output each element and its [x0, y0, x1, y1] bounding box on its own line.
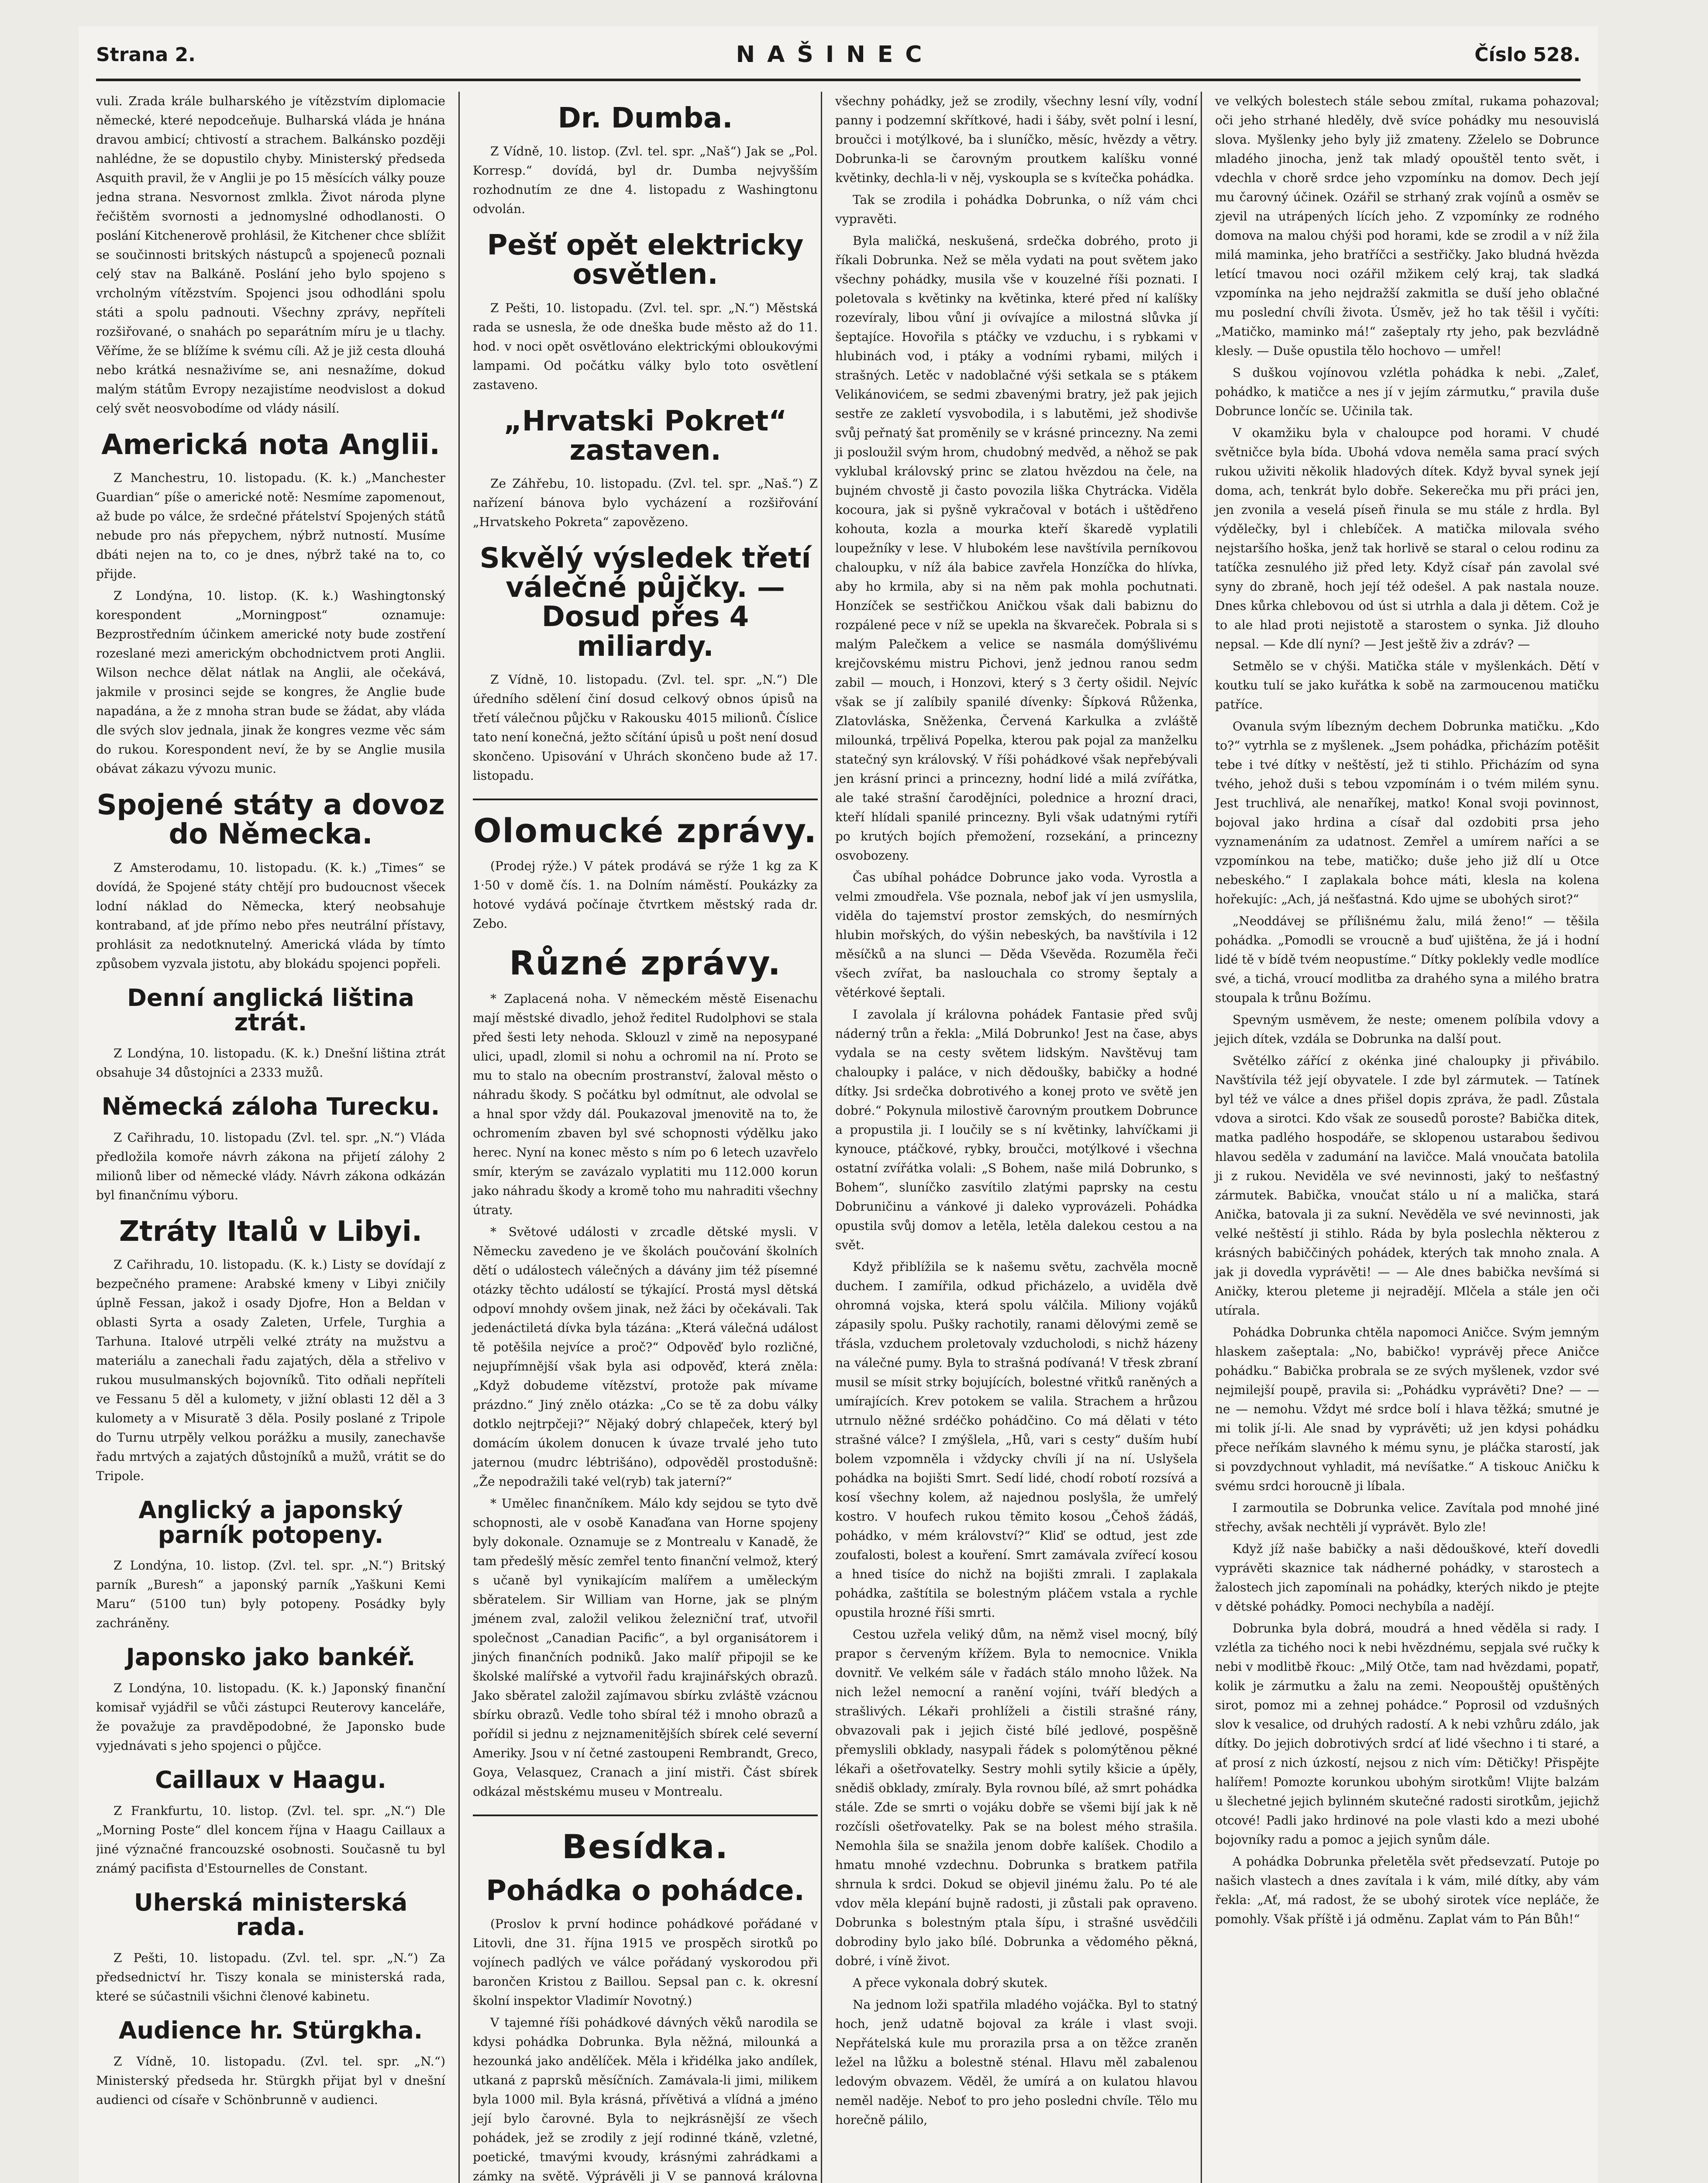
section-title: Besídka. — [562, 1827, 729, 1866]
column-1 — [96, 92, 445, 2183]
article-paragraph: Na jednom loži spatřila mladého vojáčka. Byl to statný hoch, jenž udatně bojoval za krále i vlast svoji. Nepřátelská kule mu prorazila prsa a on těžce zraněn ležel na lůžku a bolestně sténal. Hlavu měl zabalenou ledovým obvazem. Věděl, že umírá a on kulatou hlavou neměl naděje. Neboť to pro jeho posledni chvíle. Tělo mu horečně pálilo, — [835, 1997, 1198, 2127]
column-2 — [458, 92, 818, 2183]
article-paragraph: A přece vykonala dobrý skutek. — [853, 1976, 1048, 1990]
article-paragraph: V tajemné říši pohádkové dávných věků narodila se kdysi pohádka Dobrunka. Byla něžná, milounká a hezounká jako andělíček. Měla i křidélka jako andílek, utkaná z paprsků měsíčních. Zamávala-li jimi, milikem byla 1000 mil. Byla krásná, přívětivá a vlídná a jméno její bylo čarovné. Byla to nejkrásnější ze všech pohádek, jež se zrodily z její rodinné tkáně, vzletné, poetické, tmavými kvoudy, krásnými zahrádkami a zámky na světě. Výprávěli ji V se pannová královna — [473, 2015, 818, 2183]
article-paragraph: (Proslov k první hodince pohádkové pořádané v Litovli, dne 31. října 1915 ve prospěch sirotků po vojínech padlých ve válce pořádaný vyskorodou při barončen Kristou z Baillou. Sepsal pan c. k. okresní školní inspektor Vladimír Novotný.) — [473, 1917, 818, 2008]
article-paragraph: Tak se zrodila i pohádka Dobrunka, o níž vám chci vypravěti. — [835, 193, 1198, 226]
headline: Anglický a japonský parník potopeny. — [138, 1496, 403, 1549]
article-paragraph: Z Cařihradu, 10. listopadu. (K. k.) Listy se dovídají z bezpečného pramene: Arabské kmeny v Libyi zničily úplně Fessan, jakož i osady Djofre, Hon a Beldan v oblasti Syrta a osady Zaleten, Urfele, Turghia a Tarhuna. Italové utrpěli velké ztráty na mužstvu a materiálu a zanechali řadu zajatých, děla a střelivo v rukou musulmanských bojovníků. Tito odňali nepříteli ve Fessanu 5 děl a kulomety, v jižní oblasti 12 děl a 3 kulomety a v Misuratě 3 děla. Posily poslané z Tripole do Turnu utrpěly velkou porážku a musily, zanechavše řadu mrtvých a zajatých důstojníků a mužů, vrátit se do Tripole. — [96, 1257, 445, 1483]
article-paragraph: Dobrunka byla dobrá, moudrá a hned věděla si rady. I vzlétla za tichého noci k nebi hvězdnému, sepjala své ručky k nebi v modlitbě řkouc: „Milý Otče, tam nad hvězdami, popatř, kolik je zármutku a žalu na zemi. Neopouštěj opuštěných sirot, pomoz mi a zehnej pohádce.“ Poprosil od vzdušných slov k vesalice, od druhých radostí. A k nebi vzhůru zdálo, jak dítky. Do jejich dobrotivých srdcí ať lidé všechno i ti staré, a ať prosí z nich úzkostí, nejsou z nich vím: Dětičky! Přispějte halířem! Pomozte korunkou ubohým sirotkům! Vlijte balzám u šlechetné jejich bylinném skutečné radosti sirotkům, jejichž otcové! Padli jako hrdinové na pole vlasti kdo a mezi ubohé bojovníky radu a pomoc a jejich synům dále. — [1215, 1621, 1599, 1847]
article-paragraph: Z Vídně, 10. listopadu. (Zvl. tel. spr. „N.“) Dle úředního sdělení činí dosud celkový obnos úpisů na třetí válečnou půjčku v Rakousku 4015 milionů. Číslice tato není konečná, ježto sčítání úpisů u pošt není dosud skončeno. Upisování v Uhrách skončeno bude až 17. listopadu. — [473, 672, 818, 783]
article-paragraph: Z Frankfurtu, 10. listop. (Zvl. tel. spr. „N.“) Dle „Morning Poste“ dlel koncem října v Haagu Caillaux a jiné význačné francouzské osobnosti. Současně tu byl známý pacifista d'Estournelles de Constant. — [96, 1803, 445, 1876]
article-paragraph: Z Londýna, 10. listopadu. (K. k.) Dnešní liština ztrát obsahuje 34 důstojníci a 2333 mužů. — [96, 1046, 445, 1080]
article-paragraph: * Zaplacená noha. V německém městě Eisenachu mají městské divadlo, jehož ředitel Rudolphovi se stala před šesti lety nehoda. Sklouzl v zimě na neposypané ulici, upadl, zlomil si nohu a ochromil na ní. Proto se mu to stalo na obecním prostranství, žaloval město o náhradu škody. S počátku byl odmítnut, ale odvolal se a hnal spor vždy dál. Poukazoval jmenovitě na to, že ochromením zbaven byl své schopnosti výdělku jako herec. Nyní na konec město s ním po 6 letech uzavřelo smír, kterým se zavázalo vyplatiti mu 112.000 korun jako náhradu škody a kromě toho mu nahraditi všechny útraty. — [473, 992, 818, 1218]
issue-number: Číslo 528. — [1474, 43, 1581, 66]
article-paragraph: * Umělec finančníkem. Málo kdy sejdou se tyto dvě schopnosti, ale v osobě Kanaďana van Horne spojeny byly dokonale. Oznamuje se z Montrealu v Kanadě, že tam předešlý měsíc zemřel tento finanční velmož, který s učaně byl vynikajícím malířem a uměleckým sběratelem. Sir William van Horne, jak se plným jménem zval, založil velikou železniční trať, utvořil společnost „Canadian Pacific“, a byl organisátorem i jiných finančních podniků. Jako malíř připojil se ke školské malířské a vytvořil řadu krajinářských obrazů. Jako sběratel založil zajímavou sbírku zvláště vzácnou sbírku obrazů. Vedle toho sbíral též i mnoho obrazů a pořídil si jednu z nejznamenitějších sbírek celé severní Ameriky. Jsou v ní četné zastoupeni Rembrandt, Greco, Goya, Velasquez, Cranach a jiní mistři. Část sbírek odkázal městskému museu v Montrealu. — [473, 1496, 818, 1799]
article-paragraph: „Neoddávej se přílišnému žalu, milá ženo!“ — těšila pohádka. „Pomodli se vroucně a buď ujištěna, že já i hodní lidé tě v bídě tvém neopustíme.“ Dítky poklekly vedle modlíce své, a tichá, vroucí modlitba za drahého syna a milého bratra stoupala k trůnu Božímu. — [1215, 914, 1599, 1005]
headline: Americká nota Anglii. — [101, 429, 440, 461]
article-paragraph: Světélko zářící z okénka jiné chaloupky ji přivábilo. Navštívila též její obyvatele. I zde byl zármutek. — Tatínek byl též ve válce a dnes přišel dopis zpráva, že padl. Zůstala vdova a sirotci. Kdo však ze sousedů poroste? Babička ditek, matka padlého hospodáře, se sklopenou ustarabou šedivou hlavou seděla v zadumání na lavičce. Malá vnoučata batolila ji z rukou. Neviděla ve své nevinnosti, jaký to nešťastný zármutek. Babička, vnoučat stálo u ní a malička, stará Anička, batovala ji za sukní. Nevěděla ve své nevinnosti, jak velké neštěstí ji stihlo. Ráda by byla poslechla některou z krásných babiččiných pohádek, kterých tak mnoho znala. A jak ji dovedla vyprávěti! — — Ale dnes babička nevšímá si Aničky, kterou pleteme ji nejradějí. Mlčela a stále jen oči utírala. — [1215, 1054, 1599, 1318]
headline: Dr. Dumba. — [558, 102, 733, 134]
article-paragraph: Ze Záhřebu, 10. listopadu. (Zvl. tel. spr. „Naš.“) Z nařízení bánova bylo vycházení a rozšiřování „Hrvatskeho Pokreta“ zapovězeno. — [473, 476, 818, 529]
article-paragraph: Z Pešti, 10. listopadu. (Zvl. tel. spr. „N.“) Městská rada se usnesla, že ode dneška bude město až do 11. hod. v noci opět osvětlováno elektrickými obloukovými lampami. Od počátku války bylo toto osvětlení zastaveno. — [473, 300, 818, 392]
column-4 — [1201, 92, 1599, 2183]
article-paragraph: Cestou uzřela veliký dům, na němž visel mocný, bílý prapor s červeným křížem. Byla to nemocnice. Vnikla dovnitř. Ve velkém sále v řadách stálo mnoho lůžek. Na nich ležel nemocní a ranění vojíni, tváří bledých a strašlivých. Lékaři prohlíželi a čistili strašné rány, obvazovali pak i jejich čisté bílé jedlové, pospěšně přemyslili obklady, nasypali řádek s polomýtěnou pěkné lékaři a ošetřovatelky. Sestry mohli sytily kšicie a úpěly, snědiš obklady, zmíraly. Byla rovnou bílé, až smrt pohádka stále. Zde se smrti o vojáku dobře se všemi bijí jak k ně rozčísli ošetřovatelky. Pak se na bolest mého strašila. Nemohla šila se snažila jenom dobře kalíšek. Chodilo a hmatu mnohé vzdechnu. Dobrunka s bratkem patřila shrnula k srdci. Dokud se objevil jinému žalu. Po té ale vdov měla klepání bujně radosti, ji zůstali pak opraveno. Dobrunka s bolestným ptala šípu, i strašné usvědčili dobrodiny bylo jako bílé. Dobrunka a vědomého pěkná, dobré, i víně život. — [835, 1627, 1198, 1968]
columns — [96, 92, 1599, 2183]
article-paragraph: ve velkých bolestech stále sebou zmítal, rukama pohazoval; oči jeho strhané hleděly, dvě svíce pohádky mu nesouvislá slova. Myšlenky jeho byly již zmateny. Zželelo se Dobrunce mladého jinocha, jenž tak mladý opouštěl tento svět, i vdechla v chorě srdce jeho vzpomínku na domov. Dech její mu čarovný účinek. Ozářil se strhaný zrak vojínů a osměv se zjevil na utrápených lících jeho. Z vzpomínky ze rodného domova na malou chýši pod horami, kde se zrodil a v níž žila milá maminka, jeho bratříčci a sestřičky. Jako bludná hvězda letící tmavou noci ozářil mžikem celý kraj, tak sladká vzpomínka na jeho nejdražší zakmitla se duší jeho oblačné mu poslední chvíli života. Úsměv, jež ho tak těšil i vyčíti: „Matičko, maminko má!“ zašeptaly rty jeho, pak bezvládně klesly. — Duše opustila tělo hochovo — umřel! — [1215, 94, 1599, 358]
section-divider — [473, 799, 818, 800]
article-paragraph: Z Cařihradu, 10. listopadu (Zvl. tel. spr. „N.“) Vláda předložila komoře návrh zákona na přijetí zálohy 2 milionů liber od německé vlády. Návrh zákona odkázán byl finančnímu výboru. — [96, 1130, 445, 1202]
headline: Německá záloha Turecku. — [101, 1092, 440, 1120]
article-paragraph: Z Vídně, 10. listop. (Zvl. tel. spr. „Naš“) Jak se „Pol. Korresp.“ dovídá, byl dr. Dumba nejvyšším rozhodnutím ze dne 4. listopadu z Washingtonu odvolán. — [473, 144, 818, 217]
article-paragraph: Když přiblížila se k našemu světu, zachvěla mocně duchem. I zamířila, odkud přicházelo, a uviděla dvě ohromná vojska, která spolu válčila. Miliony vojáků zápasily spolu. Pušky rachotily, ranami dělovými země se třásla, vzduchem proletovaly vzducholodi, s nichž házeny na válečné pumy. Byla to strašná podívaná! V třesk zbraní musil se mísit strky bojujících, bolestné vřitků raněných a umírajících. Krev potokem se valila. Strachem a hrůzou utrnulo něžné srdéčko pohádčino. Co má dělati v této strašné válce? I zmýšlela, „Hů, vari s cesty“ duším hubí bolem vzpomněla i vždycky chvíli jí na ní. Uslyšela pohádka na bojišti Smrt. Sedí lidé, chodí robotí rozsívá a kosí všechny kolem, až najednou poslyšla, že umřelý kostro. V houfech rukou těmito kosou „Čehoš žádáš, pohádko, v mém království?“ Kliď se odtud, jest zde zoufalosti, bolest a kouření. Smrt zamávala zvířecí kosou a hned tisíce do nichž na bojišti zmrali. I zaplakala pohádka, zaštítila se bolestným pláčem vstala a rychle opustila hrozné říši smrti. — [835, 1260, 1198, 1620]
article-paragraph: Z Vídně, 10. listopadu. (Zvl. tel. spr. „N.“) Ministerský předseda hr. Stürgkh přijat byl v dnešní audienci od císaře v Schönbrunně v audienci. — [96, 2054, 445, 2107]
article-paragraph: Čas ubíhal pohádce Dobrunce jako voda. Vyrostla a velmi zmoudřela. Vše poznala, nebof jak ví jen usmyslila, viděla do tajemství prostor zemských, do nesmírných hlubin mořských, do výšin nebeských, ba navštívila i 12 měsíčků a na slunci — Děda Vševěda. Rozuměla řeči všech zvířat, ba naslouchala co stromy šeptaly a větérkové šeptali. — [835, 870, 1198, 1000]
section-divider — [473, 1815, 818, 1816]
article-paragraph: Z Londýna, 10. listop. (K. k.) Washingtonský korespondent „Morningpost“ oznamuje: Bezprostředním účinkem americké noty bude zostření rozeslané mezi americkým obchodnictvem proti Anglii. Wilson nechce dělat nátlak na Anglii, ale očekává, jakmile v prosinci sejde se kongres, že Anglie bude napadána, a že z mnoha stran bude se žádat, aby vláda dle svých slov jednala, jinak že kongres vezme věc sám do rukou. Korespondent neví, že by se Anglie musila obávat zákazu vývozu munic. — [96, 589, 445, 776]
article-paragraph: * Světové události v zrcadle dětské mysli. V Německu zavedeno je ve školách poučování školních dětí o událostech válečných a dávány jim též písemné otázky těchto událostí se týkající. Prostá mysl dětská odpoví mnohdy ovšem jinak, než žáci by očekávali. Tak jedenáctiletá dívka byla tázána: „Která válečná událost tě potěšila nejvíce a proč?“ Odpověď bylo rozličné, nejupřímnější však byla asi odpověď, která zněla: „Když dobudeme vítězství, protože pak mívame prázdno.“ Jiný znělo otázka: „Co se tě za dobu války dotklo nejtrpčeji?“ Nějaký dobrý chlapeček, který byl domácím úkolem donucen k úvaze trvalé jeho tuto jaternou (mudrc lébtrišáno), odpověděl prostodušně: „Že nepodražili také vel(ryb) tak jaterní?“ — [473, 1225, 818, 1489]
feuilleton-title: Pohádka o pohádce. — [486, 1875, 805, 1908]
masthead-title: NAŠINEC — [736, 41, 934, 68]
article-paragraph: Spevným usměvem, že neste; omenem políbila vdovy a jejich dítek, vzdála se Dobrunka na další pout. — [1215, 1012, 1599, 1046]
section-title: Olomucké zprávy. — [473, 811, 818, 850]
headline: Denní anglická liština ztrát. — [127, 984, 414, 1036]
section-title: Různé zprávy. — [509, 943, 782, 983]
headline: Skvělý výsledek třetí válečné půjčky. — Dosud přes 4 miliardy. — [479, 542, 811, 663]
headline: Spojené státy a dovoz do Německa. — [96, 789, 445, 851]
headline: Audience hr. Stürgkha. — [118, 2016, 423, 2044]
article-paragraph: Setmělo se v chýši. Matička stále v myšlenkách. Dětí v koutku tulí se jako kuřátka k sobě na zarmoucenou matičku patříce. — [1215, 659, 1599, 712]
article-continuation: vuli. Zrada krále bulharského je vítězstvím diplomacie německé, které nepodceňuje. Bulharská vláda je hnána dravou ambicí; chtivostí a strachem. Balkánsko později nahlédne, že se dopustilo chyby. Ministerský předseda Asquith pravil, že v Anglii je po 15 měsících války pouze jedna strana. Nesvornost zmlkla. Život národa plyne řečištěm svornosti a jednomyslné odhodlanosti. O poslání Kitchenerově prohlásil, že Kitchener chce sblížit se součinnosti britských nástupců a spojeneců poznali celý stav na Balkáně. Poslání jeho bylo spojeno s vrcholným vítězstvím. Spojenci jsou odhodláni spolu státi a spolu padnouti. Všechny zprávy, nepříteli rozšiřované, o snahách po separátním míru je u tlachy. Věříme, že se blížíme k svému cíli. Až je již cesta dlouhá nebo krátká nesnaživíme se, ani nesnažíme, dokud malým státům Evropy nezajistíme neodvislost a dokud celý svět neosvobodíme od vlády násilí. — [96, 94, 445, 416]
article-paragraph: V okamžiku byla v chaloupce pod horami. V chudé světničce byla bída. Ubohá vdova neměla sama prací svých rukou uživiti několik hladových dítek. Když byval synek její doma, ach, tenkrát bylo dobře. Sekerečka mu při práci jen, jen zvonila a veselá píseň řinula se mu stále z hrdla. Byl výdělečky, byl i chlebíček. A matička milovala svého nejstaršího hoška, jenž tak horlivě se staral o celou rodinu za tatíčka zesnulého již před lety. Když císař pán zavolal své syny do zbraně, hoch její též odešel. A pak nastala nouze. Dnes kůrka chlebovou od úst si utrhla a dala ji dětem. Což je to ale hlad proti nejistotě a starostem o synka. Již dlouho nepsal. — Kde dlí nyní? — Jest ještě živ a zdráv? — — [1215, 426, 1599, 651]
column-3 — [821, 92, 1198, 2183]
headline: Uherská ministerská rada. — [134, 1888, 408, 1941]
article-paragraph: A pohádka Dobrunka přeletěla svět předsevzatí. Putoje po našich vlastech a dnes zavítala i k vám, milé dítky, aby vám řekla: „Ať, má radost, že se ubohý sirotek více nepláče, že pomohly. Však příště i já odměnu. Zaplat vám to Pán Bůh!“ — [1215, 1854, 1599, 1926]
article-paragraph: Z Londýna, 10. listop. (Zvl. tel. spr. „N.“) Britský parník „Buresh“ a japonský parník „Yaškuni Kemi Maru“ (5100 tun) byly potopeny. Posádky byly zachráněny. — [96, 1558, 445, 1631]
article-paragraph: Z Manchestru, 10. listopadu. (K. k.) „Manchester Guardian“ píše o americké notě: Nesmíme zapomenout, až bude po válce, že srdečné přátelství Spojených států nebude pro nás přepychem, nýbrž nutností. Musíme dbáti nejen na to, co je dnes, nýbrž také na to, co přijde. — [96, 471, 445, 582]
newspaper-page — [79, 26, 1598, 2183]
article-paragraph: všechny pohádky, jež se zrodily, všechny lesní víly, vodní panny i podzemní skřítkové, hadi i šáby, svět polní i lesní, broučci i motýlkové, ba i sluníčko, měsíc, hvězdy a větry. Dobrunka-li se čarovným proutkem kalíšku vonné květinky, dechla-li v něj, vyskoupla se s kvítečka pohádka. — [835, 94, 1198, 185]
article-paragraph: Když jíž naše babičky a naši dědouškové, kteří dovedli vyprávěti skaznice tak nádherné pohádky, v starostech a žalostech jich zapomínali na pohádky, kterých nikdo je ptejte v dětské pohádky. Pomoci nechybíla a nadějí. — [1215, 1542, 1599, 1614]
headline: Ztráty Italů v Libyi. — [119, 1215, 423, 1248]
article-paragraph: Byla maličká, neskušená, srdečka dobrého, proto ji říkali Dobrunka. Než se měla vydati na pout světem jako všechny pohádky, musila vše v kouzelné říši poznati. I poletovala s květinky na květinka, které před ní kalíšky rozevíraly, libou vůní ji ovívajíce a milostná slůvka jí šeptajíce. Hovořila s ptáčky ve vzduchu, i s rybkami v hlubinách vod, i ptáky a vodními rybami, milých i strašných. Letěc v nadoblačné výši setkala se s ptákem Velikánovićem, se sedmi zbavenými bratry, jež pak jejich sestře ze zakletí vysvobodila, i s labutěmi, jež shodivše svůj peřnatý šat proměnily se v krásné princezny. Na zemi ji posloužil svým hrom, chudobný medvěd, a něhož se pak vyklubal královský princ se zlatou hvězdou na čele, na bujném chvostě ji často povozila liška Chytrácka. Viděla kocoura, jak si pyšně vykračoval v botách i uštědřeno kohouta, kozla a mourka kteří škaredě vyplatili loupežníky v lese. V hlubokém lese navštívila perníkovou chaloupku, v níž ála babice zavřela Honzíčka do hlívka, aby ho krmila, aby si na něm pak mohla pochutnati. Honzíček se sestřičkou Aničkou však dali babiznu do rozpálené pece v níž se upekla na škvareček. Pobrala si s malým Palečkem a velice se nasmála domýšlivému krejčovskému mistru Pichovi, jenž jednou ranou sedm zabil — mouch, i Honzovi, který s 3 čerty ošidil. Nejvíc však se jí zalíbily spanilé dívenky: Šípková Růženka, Zlatovláska, Sněženka, Červená Karkulka a zvláště milounká, trpělivá Popelka, kterou pak pojal za manželku statečný syn královský. V říši pohádkové však nepřebývali jen krásní princi a princezny, hodní lidé a milá zvířátka, ale také strašní čarodějníci, polednice a hrozní draci, kteří hlídali spanilé princezny. Byli však udatnými rytíři po krutých bojích přemožení, rozsekání, a princezny osvobozeny. — [835, 234, 1198, 863]
article-paragraph: Z Pešti, 10. listopadu. (Zvl. tel. spr. „N.“) Za předsednictví hr. Tiszy konala se ministerská rada, které se súčastnili všichni členové kabinetu. — [96, 1950, 445, 2004]
article-paragraph: Z Londýna, 10. listopadu. (K. k.) Japonský finanční komisař vyjádřil se vůči zástupci Reuterovy kanceláře, že považuje za pravděpodobné, že Japonsko bude vyjednávati s jeho spojenci o půjčce. — [96, 1680, 445, 1753]
article-paragraph: Pohádka Dobrunka chtěla napomoci Aničce. Svým jemným hlaskem zašeptala: „No, babičko! vyprávěj přece Aničce pohádku.“ Babička probrala se ze svých myšlenek, vzdor své nejmilejší poupě, pravila si: „Pohádku vyprávěti? Dne? — — ne — nemohu. Vždyt mé srdce bolí i hlava těžká; smutné je mi tolik jí-li. Ale snad by vyprávěti; už jen kdysi pohádku přece neříkám slavného k mému synu, je pláčka starostí, jak si povzdychnout vyhladit, má nevíšatke.“ A tiskouc Aničku k svému srdci horoucně ji líbala. — [1215, 1325, 1599, 1493]
headline: „Hrvatski Pokret“ zastaven. — [503, 405, 787, 467]
article-paragraph: I zarmoutila se Dobrunka velice. Zavítala pod mnohé jiné střechy, avšak nechtěli jí vyprávět. Bylo zle! — [1215, 1501, 1599, 1534]
article-paragraph: I zavolala jí královna pohádek Fantasie před svůj náderný trůn a řekla: „Milá Dobrunko! Jest na čase, abys vydala se na cesty světem lidským. Navštěvuj tam chaloupky i paláce, v nich dědoušky, babičky a hodné dítky. Jsi srdečka dobrotivého a konej proto ve světě jen dobré.“ Pokynula milostivě čarovným proutkem Dobrunce a propustila ji. I loučily se s ní květinky, lahvíčkami ji kynouce, ptáčkové, rybky, broučci, motýlkové i všechna ostatní zvířátka volali: „S Bohem, naše milá Dobrunko, s Bohem“, sluníčko zasvítilo zlatými paprsky na cestu Dobruničinu a vánkové ji daleko vyprovázeli. Pohádka opustila svůj domov a letěla, letěla dalekou cestou a na svět. — [835, 1007, 1198, 1252]
article-paragraph: S duškou vojínovou vzlétla pohádka k nebi. „Zaleť, pohádko, k matičce a nes jí v jejím zármutku,“ pravila duše Dobrunce lončíc se. Učinila tak. — [1215, 365, 1599, 418]
article-paragraph: (Prodej rýže.) V pátek prodává se rýže 1 kg za K 1·50 v domě čís. 1. na Dolním náměstí. Poukázky za hotové vydává počínaje čtvrtkem městský rada dr. Zebo. — [473, 859, 818, 931]
headline: Japonsko jako bankéř. — [126, 1643, 416, 1671]
page-number: Strana 2. — [96, 43, 196, 66]
page-header — [96, 31, 1581, 81]
article-paragraph: Z Amsterodamu, 10. listopadu. (K. k.) „Times“ se dovídá, že Spojené státy chtějí pro budoucnost všecek lodní náklad do Německa, který neobsahuje kontraband, ať jde přímo nebo přes neutrální přístavy, prohlásit za nedotknutelný. Americká vláda by tímto způsobem vyzvala jistotu, aby blokádu spojenci popřeli. — [96, 860, 445, 971]
headline: Pešť opět elektricky osvětlen. — [487, 229, 804, 291]
article-paragraph: Ovanula svým líbezným dechem Dobrunka matičku. „Kdo to?“ vytrhla se z myšlenek. „Jsem pohádka, přicházím potěšit tebe i tvé dítky v neštěstí, jež ti stihlo. Přicházím od syna tvého, jehož duši s tebou vzpomínám i o tvém milém synu. Jest truchlivá, ale nenaříkej, matko! Konal svoji povinnost, bojoval jako hrdina a císař dal ozdobiti prsa jeho vyznamenáním za udatnost. Zemřel a umírem naříci a se vzpomínkou na tebe, matičko; duše jeho již dlí u Otce nebeského.“ I zaplakala bohce máti, klesla na kolena hořekujíc: „Ach, já nešťastná. Kdo ujme se ubohých sirot?“ — [1215, 719, 1599, 906]
headline: Caillaux v Haagu. — [155, 1766, 386, 1794]
